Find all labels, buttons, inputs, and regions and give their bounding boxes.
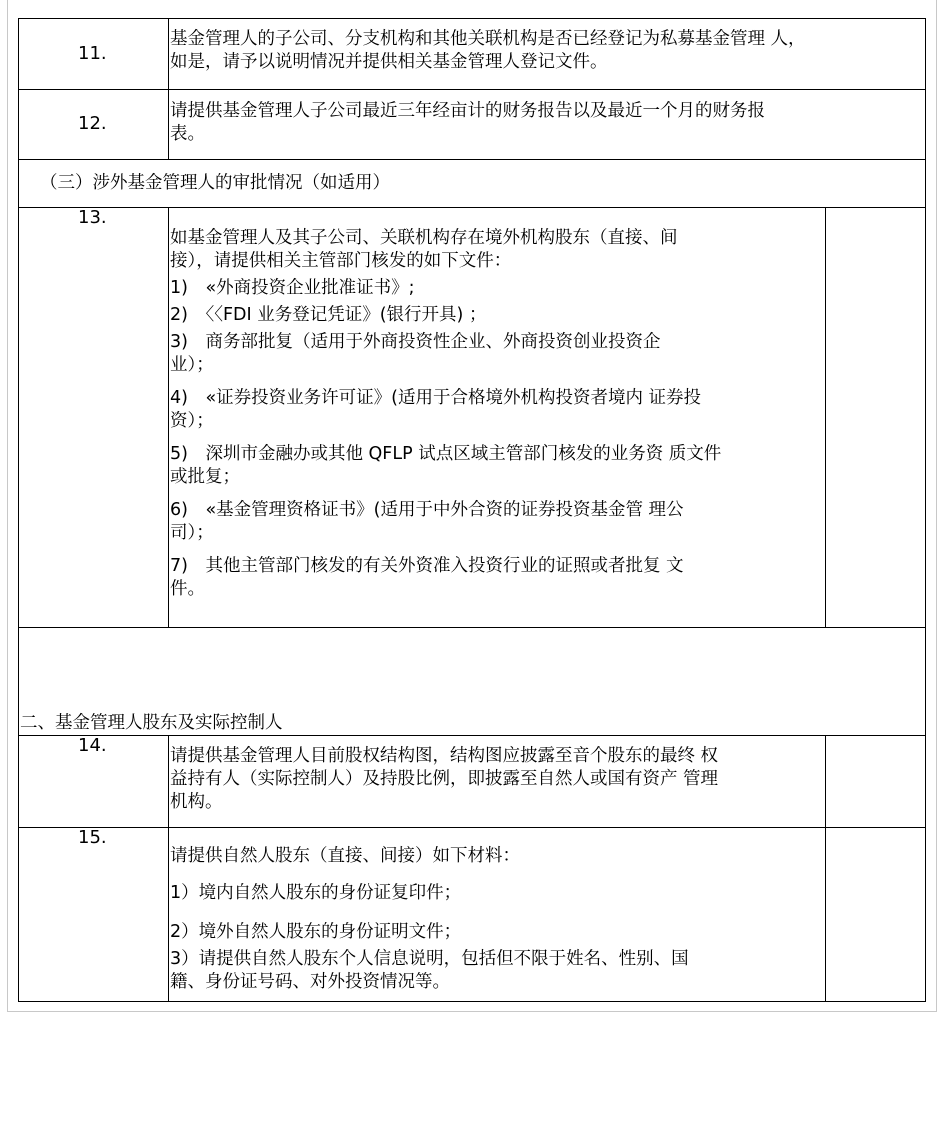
text-line: 司）；	[170, 523, 214, 543]
column-divider	[825, 207, 826, 628]
row-divider	[18, 735, 926, 736]
row-divider	[18, 89, 926, 90]
text-line: 4) «证券投资业务许可证》(适用于合格境外机构投资者境内 证券投	[170, 388, 702, 408]
table-border-top	[18, 18, 926, 19]
list-item	[170, 443, 823, 489]
text-line: 表。	[170, 124, 205, 144]
row-text	[170, 845, 823, 994]
list-item: 2) 〈〈FDI 业务登记凭证》(银行开具) ；	[170, 305, 487, 325]
list-item	[170, 948, 823, 994]
row-number: 11.	[78, 43, 107, 64]
row-divider	[18, 159, 926, 160]
table-border-left	[18, 18, 19, 1002]
text-line: 如是，请予以说明情况并提供相关基金管理人登记文件。	[170, 52, 608, 72]
table-border-right	[925, 18, 926, 1002]
row-number: 15.	[78, 827, 107, 848]
section-heading: 二、基金管理人股东及实际控制人	[20, 713, 283, 733]
row-divider	[18, 207, 926, 208]
table-border-bottom	[18, 1001, 926, 1002]
text-line: 益持有人（实际控制人）及持股比例，即披露至自然人或国有资产 管理	[170, 769, 719, 789]
column-divider	[168, 18, 169, 160]
list-item	[170, 331, 823, 377]
text-line: 接），请提供相关主管部门核发的如下文件：	[170, 251, 512, 271]
list-item: 1）境内自然人股东的身份证复印件；	[170, 883, 462, 903]
text-line: 7) 其他主管部门核发的有关外资准入投资行业的证照或者批复 文	[170, 556, 684, 576]
text-line: 基金管理人的子公司、分支机构和其他关联机构是否已经登记为私募基金管理 人，	[170, 29, 806, 49]
text-line: 请提供基金管理人目前股权结构图，结构图应披露至音个股东的最终 权	[170, 746, 719, 766]
row-number: 12.	[78, 113, 107, 134]
column-divider	[825, 735, 826, 1002]
text-line: 如基金管理人及其子公司、关联机构存在境外机构股东（直接、间	[170, 228, 678, 248]
text-line: 业）；	[170, 355, 214, 375]
column-divider	[168, 735, 169, 1002]
row-divider	[18, 827, 926, 828]
text-line: 3）请提供自然人股东个人信息说明，包括但不限于姓名、性别、国	[170, 949, 689, 969]
list-item	[170, 387, 823, 433]
column-divider	[168, 207, 169, 628]
text-line: 资）；	[170, 411, 214, 431]
text-line: 机构。	[170, 792, 223, 812]
text-line: 或批复；	[170, 467, 240, 487]
text-line: 3) 商务部批复（适用于外商投资性企业、外商投资创业投资企	[170, 332, 661, 352]
row-text	[170, 227, 823, 601]
list-item: 1) «外商投资企业批准证书》;	[170, 278, 415, 298]
row-text	[170, 745, 823, 814]
row-number: 14.	[78, 735, 107, 756]
section-heading: （三）涉外基金管理人的审批情况（如适用）	[40, 173, 390, 193]
row-text	[170, 100, 920, 146]
text-line: 5) 深圳市金融办或其他 QFLP 试点区域主管部门核发的业务资 质文件	[170, 444, 722, 464]
list-item	[170, 499, 823, 545]
row-text	[170, 28, 920, 74]
list-item: 2）境外自然人股东的身份证明文件；	[170, 922, 462, 942]
row-divider	[18, 627, 926, 628]
text-line: 件。	[170, 579, 205, 599]
text-line: 籍、身份证号码、对外投资情况等。	[170, 972, 450, 992]
list-item	[170, 555, 823, 601]
text-line: 6) «基金管理资格证书》(适用于中外合资的证券投资基金管 理公	[170, 500, 684, 520]
text-line: 请提供自然人股东（直接、间接）如下材料：	[170, 846, 520, 866]
text-line: 请提供基金管理人子公司最近三年经亩计的财务报告以及最近一个月的财务报	[170, 101, 765, 121]
row-number: 13.	[78, 207, 107, 228]
